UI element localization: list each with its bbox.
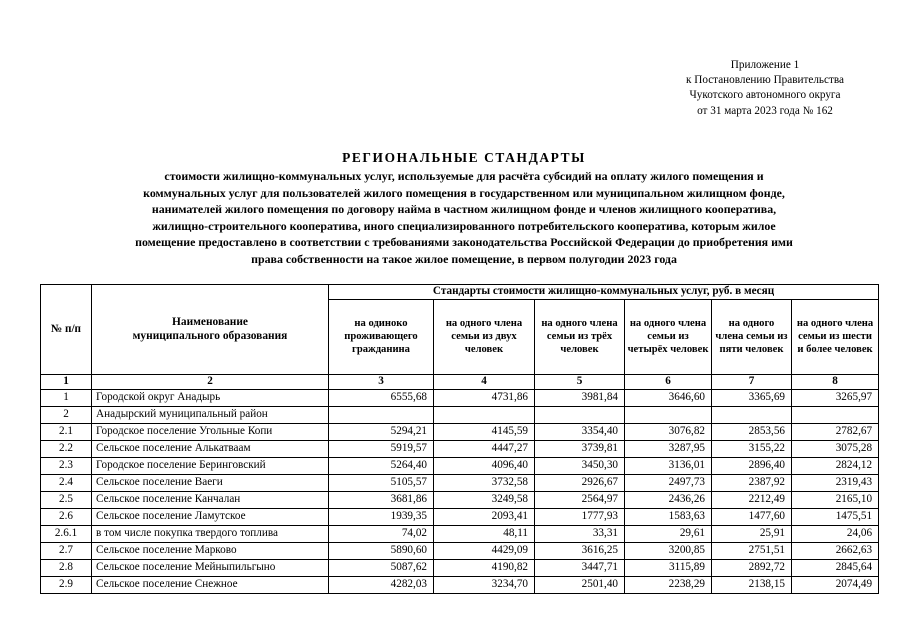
row-value: 2238,29 [625, 576, 712, 593]
header-number: № п/п [41, 285, 92, 375]
row-value [434, 406, 535, 423]
row-value: 1583,63 [625, 508, 712, 525]
row-value: 2751,51 [712, 542, 792, 559]
row-value: 2564,97 [535, 491, 625, 508]
row-number: 2.1 [41, 423, 92, 440]
row-value: 3249,58 [434, 491, 535, 508]
table-row [41, 576, 879, 593]
row-value: 5890,60 [329, 542, 434, 559]
row-number: 1 [41, 389, 92, 406]
row-number: 2.6 [41, 508, 92, 525]
row-value [792, 406, 879, 423]
document-subtitle [40, 168, 888, 267]
row-value: 2497,73 [625, 474, 712, 491]
row-municipality-name: Городское поселение Беринговский [92, 457, 329, 474]
row-value: 2926,67 [535, 474, 625, 491]
row-number: 2.5 [41, 491, 92, 508]
table-row [41, 542, 879, 559]
row-value: 5105,57 [329, 474, 434, 491]
row-value [329, 406, 434, 423]
row-number: 2.7 [41, 542, 92, 559]
row-value: 2165,10 [792, 491, 879, 508]
subtitle-line: стоимости жилищно-коммунальных услуг, используемые для расчёта субсидий на оплату жилого помещения и [164, 169, 764, 183]
row-value: 3200,85 [625, 542, 712, 559]
table-row [41, 423, 879, 440]
column-number: 8 [792, 374, 879, 389]
row-value: 1475,51 [792, 508, 879, 525]
appendix-line: Приложение 1 [730, 59, 800, 71]
row-value: 2387,92 [712, 474, 792, 491]
row-value: 4447,27 [434, 440, 535, 457]
header-family-6: на одного члена семьи из шести и более человек [792, 299, 879, 374]
row-number: 2.3 [41, 457, 92, 474]
row-value: 2138,15 [712, 576, 792, 593]
row-value: 3354,40 [535, 423, 625, 440]
column-number: 4 [434, 374, 535, 389]
row-municipality-name: Сельское поселение Ламутское [92, 508, 329, 525]
row-value: 3115,89 [625, 559, 712, 576]
row-value: 4731,86 [434, 389, 535, 406]
row-value: 6555,68 [329, 389, 434, 406]
row-value: 3136,01 [625, 457, 712, 474]
table-row [41, 457, 879, 474]
row-municipality-name: Сельское поселение Марково [92, 542, 329, 559]
row-value: 3681,86 [329, 491, 434, 508]
row-value: 4190,82 [434, 559, 535, 576]
row-value: 4145,59 [434, 423, 535, 440]
header-group: Стандарты стоимости жилищно-коммунальных услуг, руб. в месяц [329, 285, 879, 300]
row-value [625, 406, 712, 423]
row-value: 5087,62 [329, 559, 434, 576]
row-value: 33,31 [535, 525, 625, 542]
row-value: 3646,60 [625, 389, 712, 406]
row-value: 2074,49 [792, 576, 879, 593]
appendix-line: к Постановлению Правительства [686, 74, 844, 87]
row-value: 3365,69 [712, 389, 792, 406]
row-value: 3616,25 [535, 542, 625, 559]
row-municipality-name: Городской округ Анадырь [92, 389, 329, 406]
row-value: 74,02 [329, 525, 434, 542]
appendix-line: от 31 марта 2023 года № 162 [697, 104, 833, 117]
row-value: 1939,35 [329, 508, 434, 525]
row-value: 2212,49 [712, 491, 792, 508]
row-value: 2824,12 [792, 457, 879, 474]
row-number: 2 [41, 406, 92, 423]
row-value: 2892,72 [712, 559, 792, 576]
column-number: 1 [41, 374, 92, 389]
row-value: 3450,30 [535, 457, 625, 474]
row-value: 3287,95 [625, 440, 712, 457]
row-value: 5264,40 [329, 457, 434, 474]
row-value: 2853,56 [712, 423, 792, 440]
header-single: на одиноко проживающего гражданина [329, 299, 434, 374]
column-number: 3 [329, 374, 434, 389]
row-value: 2845,64 [792, 559, 879, 576]
column-number: 2 [92, 374, 329, 389]
table-row [41, 508, 879, 525]
header-family-2: на одного члена семьи из двух человек [434, 299, 535, 374]
column-number: 6 [625, 374, 712, 389]
row-municipality-name: Сельское поселение Ваеги [92, 474, 329, 491]
row-number: 2.6.1 [41, 525, 92, 542]
row-municipality-name: в том числе покупка твердого топлива [92, 525, 329, 542]
row-value: 3265,97 [792, 389, 879, 406]
table-body [41, 389, 879, 593]
row-value: 3075,28 [792, 440, 879, 457]
subtitle-line: коммунальных услуг для пользователей жилого помещения в государственном или муниципальном жилищном фонде, [143, 185, 785, 200]
header-family-3: на одного члена семьи из трёх человек [535, 299, 625, 374]
row-municipality-name: Анадырский муниципальный район [92, 406, 329, 423]
appendix-line: Чукотского автономного округа [689, 89, 841, 102]
row-value: 5294,21 [329, 423, 434, 440]
header-family-5: на одного члена семьи из пяти человек [712, 299, 792, 374]
table-row [41, 474, 879, 491]
subtitle-line: нанимателей жилого помещения по договору найма в частном жилищном фонде и членов жилищного кооператива, [151, 202, 777, 216]
row-value: 2093,41 [434, 508, 535, 525]
column-number: 7 [712, 374, 792, 389]
row-value: 1777,93 [535, 508, 625, 525]
row-value: 5919,57 [329, 440, 434, 457]
row-value: 29,61 [625, 525, 712, 542]
header-name: Наименование муниципального образования [92, 285, 329, 375]
table-row [41, 559, 879, 576]
row-municipality-name: Городское поселение Угольные Копи [92, 423, 329, 440]
row-value: 48,11 [434, 525, 535, 542]
appendix-block [600, 58, 905, 119]
row-value: 3076,82 [625, 423, 712, 440]
row-value [535, 406, 625, 423]
row-number: 2.9 [41, 576, 92, 593]
row-municipality-name: Сельское поселение Канчалан [92, 491, 329, 508]
document-title: РЕГИОНАЛЬНЫЕ СТАНДАРТЫ [342, 150, 586, 165]
row-value: 3981,84 [535, 389, 625, 406]
header-family-4: на одного члена семьи из четырёх человек [625, 299, 712, 374]
row-municipality-name: Сельское поселение Алькатваам [92, 440, 329, 457]
row-municipality-name: Сельское поселение Мейныпильгыно [92, 559, 329, 576]
row-value: 2782,67 [792, 423, 879, 440]
subtitle-line: права собственности на такое жилое помещение, в первом полугодии 2023 года [251, 251, 677, 266]
row-value: 4429,09 [434, 542, 535, 559]
row-number: 2.4 [41, 474, 92, 491]
standards-table [40, 284, 879, 594]
row-value: 25,91 [712, 525, 792, 542]
row-value: 2662,63 [792, 542, 879, 559]
row-value: 1477,60 [712, 508, 792, 525]
table-row [41, 389, 879, 406]
subtitle-line: помещение предоставлено в соответствии с требованиями законодательства Российской Федерации до приобретения ими [135, 235, 793, 249]
row-value: 4282,03 [329, 576, 434, 593]
row-value: 2436,26 [625, 491, 712, 508]
row-municipality-name: Сельское поселение Снежное [92, 576, 329, 593]
row-value [712, 406, 792, 423]
row-value: 4096,40 [434, 457, 535, 474]
row-value: 3155,22 [712, 440, 792, 457]
subtitle-line: жилищно-строительного кооператива, иного специализированного потребительского кооператива, которым жилое [152, 218, 776, 233]
row-value: 24,06 [792, 525, 879, 542]
row-number: 2.8 [41, 559, 92, 576]
row-value: 3234,70 [434, 576, 535, 593]
column-number: 5 [535, 374, 625, 389]
table-row [41, 491, 879, 508]
row-value: 2896,40 [712, 457, 792, 474]
row-value: 3732,58 [434, 474, 535, 491]
row-value: 3447,71 [535, 559, 625, 576]
row-value: 3739,81 [535, 440, 625, 457]
row-value: 2319,43 [792, 474, 879, 491]
row-number: 2.2 [41, 440, 92, 457]
table-row [41, 440, 879, 457]
table-row [41, 525, 879, 542]
table-row [41, 406, 879, 423]
row-value: 2501,40 [535, 576, 625, 593]
